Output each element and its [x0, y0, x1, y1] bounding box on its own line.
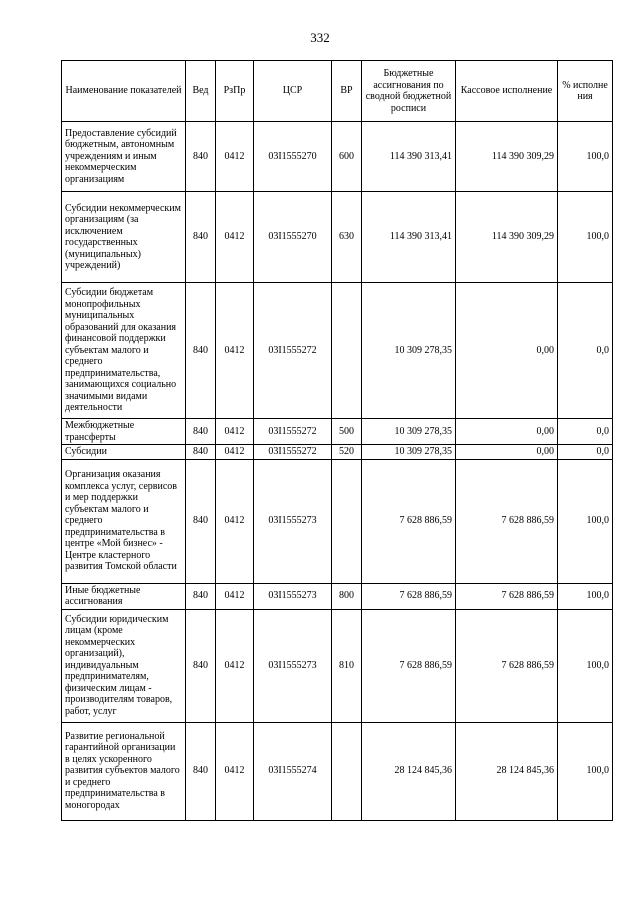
row-percent: 0,0	[558, 419, 613, 445]
row-assignments: 7 628 886,59	[362, 459, 456, 583]
table-row	[62, 283, 613, 419]
row-cash: 7 628 886,59	[456, 583, 558, 609]
row-cash: 114 390 309,29	[456, 192, 558, 283]
row-csr: 03I1555272	[254, 445, 332, 460]
row-percent: 100,0	[558, 122, 613, 192]
row-rzpr: 0412	[216, 122, 254, 192]
row-name: Субсидии юридическим лицам (кроме некоммерческих организаций), индивидуальным предпринимателям, физическим лицам - производителям товаров, работ, услуг	[62, 609, 186, 722]
header-percent: % исполне ния	[558, 61, 613, 122]
row-name: Предоставление субсидий бюджетным, автономным учреждениям и иным некоммерческим организациям	[62, 122, 186, 192]
row-assignments: 7 628 886,59	[362, 583, 456, 609]
row-ved: 840	[186, 459, 216, 583]
table-row	[62, 122, 613, 192]
row-cash: 114 390 309,29	[456, 122, 558, 192]
row-ved: 840	[186, 445, 216, 460]
row-assignments: 28 124 845,36	[362, 722, 456, 820]
row-csr: 03I1555274	[254, 722, 332, 820]
row-cash: 0,00	[456, 419, 558, 445]
row-percent: 100,0	[558, 459, 613, 583]
row-assignments: 114 390 313,41	[362, 192, 456, 283]
row-csr: 03I1555270	[254, 122, 332, 192]
row-percent: 100,0	[558, 609, 613, 722]
table-row	[62, 583, 613, 609]
row-ved: 840	[186, 283, 216, 419]
row-csr: 03I1555270	[254, 192, 332, 283]
page-number: 332	[310, 30, 330, 45]
table-row	[62, 459, 613, 583]
row-ved: 840	[186, 122, 216, 192]
row-vr: 810	[332, 609, 362, 722]
table-row	[62, 192, 613, 283]
row-rzpr: 0412	[216, 583, 254, 609]
row-name: Развитие региональной гарантийной организации в целях ускоренного развития субъектов малого и среднего предпринимательства в моногородах	[62, 722, 186, 820]
row-percent: 100,0	[558, 192, 613, 283]
row-csr: 03I1555273	[254, 583, 332, 609]
row-vr: 800	[332, 583, 362, 609]
row-rzpr: 0412	[216, 722, 254, 820]
table-row	[62, 609, 613, 722]
row-name: Межбюджетные трансферты	[62, 419, 186, 445]
row-csr: 03I1555272	[254, 283, 332, 419]
row-csr: 03I1555272	[254, 419, 332, 445]
row-name: Иные бюджетные ассигнования	[62, 583, 186, 609]
budget-table	[61, 60, 613, 821]
row-csr: 03I1555273	[254, 609, 332, 722]
row-rzpr: 0412	[216, 192, 254, 283]
row-name: Субсидии некоммерческим организациям (за исключением государственных (муниципальных) учреждений)	[62, 192, 186, 283]
row-assignments: 10 309 278,35	[362, 283, 456, 419]
header-csr: ЦСР	[254, 61, 332, 122]
header-row	[62, 61, 613, 122]
row-assignments: 7 628 886,59	[362, 609, 456, 722]
row-ved: 840	[186, 419, 216, 445]
row-name: Субсидии	[62, 445, 186, 460]
row-cash: 7 628 886,59	[456, 459, 558, 583]
row-assignments: 114 390 313,41	[362, 122, 456, 192]
row-rzpr: 0412	[216, 459, 254, 583]
row-rzpr: 0412	[216, 283, 254, 419]
row-vr: 500	[332, 419, 362, 445]
row-vr	[332, 283, 362, 419]
header-vr: ВР	[332, 61, 362, 122]
table-row	[62, 445, 613, 460]
row-percent: 100,0	[558, 583, 613, 609]
row-vr: 600	[332, 122, 362, 192]
row-name: Субсидии бюджетам монопрофильных муниципальных образований для оказания финансовой поддержки субъектам малого и среднего предпринимательства, занимающихся социально значимыми видами деятельности	[62, 283, 186, 419]
row-rzpr: 0412	[216, 445, 254, 460]
header-assignments: Бюджетные ассигнования по сводной бюджетной росписи	[362, 61, 456, 122]
row-percent: 100,0	[558, 722, 613, 820]
header-name: Наименование показателей	[62, 61, 186, 122]
row-rzpr: 0412	[216, 419, 254, 445]
row-cash: 7 628 886,59	[456, 609, 558, 722]
row-ved: 840	[186, 583, 216, 609]
row-assignments: 10 309 278,35	[362, 419, 456, 445]
table-row	[62, 419, 613, 445]
row-ved: 840	[186, 609, 216, 722]
row-ved: 840	[186, 192, 216, 283]
row-vr: 520	[332, 445, 362, 460]
header-rzpr: РзПр	[216, 61, 254, 122]
row-csr: 03I1555273	[254, 459, 332, 583]
row-vr: 630	[332, 192, 362, 283]
header-cash: Кассовое исполнение	[456, 61, 558, 122]
header-ved: Вед	[186, 61, 216, 122]
row-cash: 0,00	[456, 445, 558, 460]
row-percent: 0,0	[558, 283, 613, 419]
row-cash: 0,00	[456, 283, 558, 419]
row-rzpr: 0412	[216, 609, 254, 722]
row-percent: 0,0	[558, 445, 613, 460]
row-vr	[332, 459, 362, 583]
row-assignments: 10 309 278,35	[362, 445, 456, 460]
row-name: Организация оказания комплекса услуг, сервисов и мер поддержки субъектам малого и среднего предпринимательства в центре «Мой бизнес» - Центре кластерного развития Томской области	[62, 459, 186, 583]
row-vr	[332, 722, 362, 820]
row-cash: 28 124 845,36	[456, 722, 558, 820]
table-row	[62, 722, 613, 820]
row-ved: 840	[186, 722, 216, 820]
